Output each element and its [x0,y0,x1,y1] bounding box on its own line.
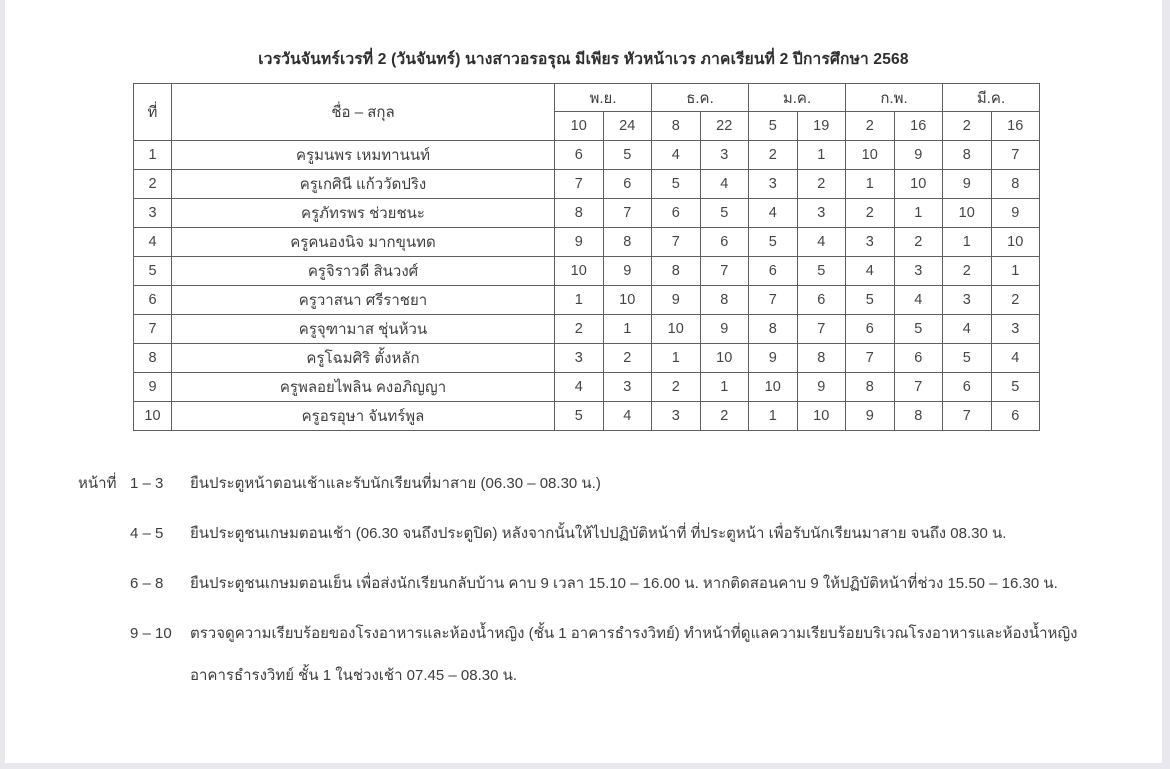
duty-number-cell: 6 [943,373,992,402]
month-header: ม.ค. [749,84,846,112]
duty-number-cell: 2 [652,373,701,402]
duty-number-cell: 1 [943,228,992,257]
date-header: 2 [846,112,895,141]
duty-number-cell: 10 [846,141,895,170]
duty-item-continuation [78,665,1162,686]
month-header: มี.ค. [943,84,1040,112]
duty-number-cell: 6 [700,228,749,257]
table-row [134,373,1040,402]
month-header: ธ.ค. [652,84,749,112]
duty-number-cell: 8 [846,373,895,402]
duty-number-cell: 9 [846,402,895,431]
duty-number-cell: 1 [749,402,798,431]
duty-number-cell: 2 [943,257,992,286]
duty-number-cell: 4 [797,228,846,257]
duties-section [78,473,1162,686]
duty-number-cell: 9 [700,315,749,344]
duty-number-cell: 10 [555,257,604,286]
duty-number-cell: 10 [749,373,798,402]
duties-label: หน้าที่ [78,475,117,492]
duty-number-cell: 10 [943,199,992,228]
duty-number-cell: 4 [749,199,798,228]
document-page [5,0,1162,763]
duty-number-cell: 1 [797,141,846,170]
duty-number-cell: 9 [749,344,798,373]
page-title: เวรวันจันทร์เวรที่ 2 (วันจันทร์) นางสาวอรอรุณ มีเพียร หัวหน้าเวร ภาคเรียนที่ 2 ปีการศึกษา 2568 [258,51,909,68]
duty-range: 9 – 10 [130,625,172,642]
duty-number-cell: 7 [700,257,749,286]
date-header: 22 [700,112,749,141]
duty-number-cell: 8 [797,344,846,373]
duty-number-cell: 7 [749,286,798,315]
date-header: 10 [555,112,604,141]
duty-number-cell: 9 [991,199,1040,228]
duty-number-cell: 7 [652,228,701,257]
duty-number-cell: 5 [652,170,701,199]
duty-number-cell: 3 [749,170,798,199]
teacher-name: ครูโฉมศิริ ตั้งหลัก [172,344,555,373]
teacher-name: ครูอรอุษา จันทร์พูล [172,402,555,431]
duty-item [78,523,1162,544]
duty-number-cell: 6 [603,170,652,199]
duty-number-cell: 1 [555,286,604,315]
date-header: 5 [749,112,798,141]
duty-number-cell: 2 [555,315,604,344]
duty-number-cell: 2 [749,141,798,170]
duty-number-cell: 10 [652,315,701,344]
teacher-name: ครูมนพร เหมทานนท์ [172,141,555,170]
duty-item [78,573,1162,594]
duty-roster-table [133,83,1040,431]
duty-number-cell: 5 [894,315,943,344]
duty-number-cell: 3 [603,373,652,402]
duty-number-cell: 6 [846,315,895,344]
month-header: พ.ย. [555,84,652,112]
duty-number-cell: 5 [943,344,992,373]
duty-description: ยืนประตูชนเกษมตอนเย็น เพื่อส่งนักเรียนกลับบ้าน คาบ 9 เวลา 15.10 – 16.00 น. หากติดสอนคาบ 9 ให้ปฏิบัติหน้าที่ช่วง 15.50 – 16.30 น. [190,575,1058,592]
duty-number-cell: 2 [797,170,846,199]
column-header-no: ที่ [134,84,172,141]
month-header: ก.พ. [846,84,943,112]
duty-item [78,473,1162,494]
duty-description: ตรวจดูความเรียบร้อยของโรงอาหารและห้องน้ำหญิง (ชั้น 1 อาคารธำรงวิทย์) ทำหน้าที่ดูแลความเรียบร้อยบริเวณโรงอาหารและห้องน้ำหญิง [190,625,1078,642]
duty-number-cell: 8 [749,315,798,344]
date-header: 19 [797,112,846,141]
teacher-name: ครูจิราวดี สินวงศ์ [172,257,555,286]
duty-description: ยืนประตูชนเกษมตอนเช้า (06.30 จนถึงประตูปิด) หลังจากนั้นให้ไปปฏิบัติหน้าที่ ที่ประตูหน้า เพื่อรับนักเรียนมาสาย จนถึง 08.30 น. [190,525,1007,542]
duty-number-cell: 4 [652,141,701,170]
duty-number-cell: 8 [603,228,652,257]
duty-number-cell: 8 [555,199,604,228]
duty-number-cell: 5 [603,141,652,170]
duty-number-cell: 7 [797,315,846,344]
duty-number-cell: 1 [991,257,1040,286]
duty-number-cell: 2 [894,228,943,257]
row-number: 3 [134,199,172,228]
duty-range: 4 – 5 [130,525,164,542]
duty-number-cell: 3 [894,257,943,286]
duty-number-cell: 7 [894,373,943,402]
duty-number-cell: 4 [991,344,1040,373]
date-header: 16 [991,112,1040,141]
duty-number-cell: 7 [991,141,1040,170]
duty-number-cell: 4 [555,373,604,402]
duty-number-cell: 8 [652,257,701,286]
date-header: 8 [652,112,701,141]
duty-number-cell: 10 [991,228,1040,257]
row-number: 7 [134,315,172,344]
row-number: 4 [134,228,172,257]
duty-number-cell: 7 [603,199,652,228]
duty-number-cell: 5 [797,257,846,286]
row-number: 5 [134,257,172,286]
teacher-name: ครูจุฑามาส ชุ่นห้วน [172,315,555,344]
duty-description: ยืนประตูหน้าตอนเช้าและรับนักเรียนที่มาสาย (06.30 – 08.30 น.) [190,475,601,492]
duty-number-cell: 1 [846,170,895,199]
duty-number-cell: 4 [846,257,895,286]
teacher-name: ครูคนองนิจ มากขุนทด [172,228,555,257]
duty-number-cell: 9 [603,257,652,286]
duty-number-cell: 9 [797,373,846,402]
table-row [134,402,1040,431]
table-row [134,315,1040,344]
duty-number-cell: 2 [846,199,895,228]
table-row [134,141,1040,170]
duty-number-cell: 3 [700,141,749,170]
roster-body [134,141,1040,431]
duty-number-cell: 5 [991,373,1040,402]
row-number: 2 [134,170,172,199]
months-row [134,84,1040,112]
duty-range: 1 – 3 [130,475,164,492]
duty-number-cell: 9 [652,286,701,315]
duty-number-cell: 6 [894,344,943,373]
date-header: 24 [603,112,652,141]
duty-number-cell: 8 [991,170,1040,199]
duty-range: 6 – 8 [130,575,164,592]
row-number: 1 [134,141,172,170]
duty-number-cell: 4 [603,402,652,431]
table-row [134,344,1040,373]
duty-number-cell: 5 [700,199,749,228]
duty-number-cell: 3 [652,402,701,431]
duty-number-cell: 8 [894,402,943,431]
teacher-name: ครูเกศินี แก้ววัดปริง [172,170,555,199]
duty-number-cell: 3 [846,228,895,257]
table-row [134,228,1040,257]
duty-number-cell: 8 [700,286,749,315]
duty-item [78,623,1162,644]
table-row [134,257,1040,286]
duty-number-cell: 7 [846,344,895,373]
duty-number-cell: 5 [846,286,895,315]
duty-number-cell: 3 [991,315,1040,344]
duty-number-cell: 10 [700,344,749,373]
duty-number-cell: 6 [749,257,798,286]
duty-number-cell: 3 [797,199,846,228]
duty-number-cell: 4 [894,286,943,315]
duty-number-cell: 5 [555,402,604,431]
duty-number-cell: 4 [700,170,749,199]
row-number: 6 [134,286,172,315]
row-number: 8 [134,344,172,373]
teacher-name: ครูวาสนา ศรีราชยา [172,286,555,315]
duty-number-cell: 1 [894,199,943,228]
duty-number-cell: 9 [943,170,992,199]
duty-description-line2: อาคารธำรงวิทย์ ชั้น 1 ในช่วงเช้า 07.45 – 08.30 น. [190,667,518,684]
duty-number-cell: 2 [603,344,652,373]
duty-number-cell: 3 [943,286,992,315]
duty-number-cell: 8 [943,141,992,170]
table-row [134,286,1040,315]
teacher-name: ครูภัทรพร ช่วยชนะ [172,199,555,228]
duty-number-cell: 7 [943,402,992,431]
duty-number-cell: 2 [700,402,749,431]
duty-number-cell: 1 [700,373,749,402]
row-number: 10 [134,402,172,431]
duty-number-cell: 10 [603,286,652,315]
duty-number-cell: 10 [894,170,943,199]
row-number: 9 [134,373,172,402]
duty-number-cell: 9 [894,141,943,170]
duty-number-cell: 1 [652,344,701,373]
teacher-name: ครูพลอยไพลิน คงอภิญญา [172,373,555,402]
duty-number-cell: 6 [797,286,846,315]
date-header: 16 [894,112,943,141]
duty-number-cell: 4 [943,315,992,344]
duty-number-cell: 5 [749,228,798,257]
roster-header [134,84,1040,141]
duty-number-cell: 3 [555,344,604,373]
duty-number-cell: 2 [991,286,1040,315]
column-header-name: ชื่อ – สกุล [172,84,555,141]
duty-number-cell: 6 [555,141,604,170]
duty-number-cell: 6 [652,199,701,228]
table-row [134,199,1040,228]
duty-number-cell: 1 [603,315,652,344]
table-row [134,170,1040,199]
duty-number-cell: 9 [555,228,604,257]
duty-number-cell: 10 [797,402,846,431]
duty-number-cell: 6 [991,402,1040,431]
duty-number-cell: 7 [555,170,604,199]
date-header: 2 [943,112,992,141]
